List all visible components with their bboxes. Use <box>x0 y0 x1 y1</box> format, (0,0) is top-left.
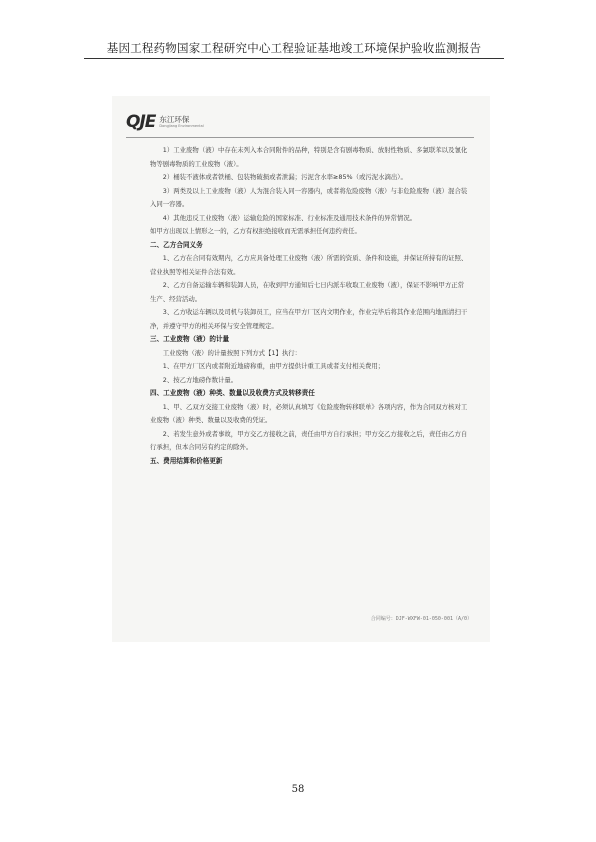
contract-paragraph: 如甲方出现以上情形之一的，乙方有权拒绝接收而无需承担任何违约责任。 <box>150 227 361 235</box>
page-number: 58 <box>291 784 305 795</box>
section-heading: 二、乙方合同义务 <box>150 240 203 249</box>
scanned-contract-page <box>112 96 490 642</box>
section-heading: 五、费用结算和价格更新 <box>150 456 223 465</box>
logo-mark: QJE <box>126 112 156 132</box>
letterhead-divider <box>126 137 474 138</box>
contract-paragraph: 1、甲、乙双方交接工业废物（液）时，必须认真填写《危险废物转移联单》各项内容，作为合同双方核对工业废物（液）种类、数量以及收费的凭证。 <box>150 402 468 424</box>
contract-paragraph: 1、在甲方厂区内或者附近地磅称重，由甲方提供计重工具或者支付相关费用； <box>162 362 385 370</box>
logo-company-name: 东江环保 <box>159 115 190 124</box>
report-header-title: 基因工程药物国家工程研究中心工程验证基地竣工环境保护验收监测报告 <box>106 41 482 55</box>
contract-body <box>150 144 468 468</box>
contract-reference-number: 合同编号：DJF-WXFW-01-050-001（A/0） <box>370 616 472 622</box>
contract-paragraph: 1）工业废物（液）中存在未列入本合同附件的品种，特别是含有剧毒物质、放射性物质、多氯联苯以及氰化物等剧毒物质的工业废物（液）。 <box>150 146 468 168</box>
contract-paragraph: 3）两类及以上工业废物（液）人为混合装入同一容器内，或者将危险废物（液）与非危险废物（液）混合装入同一容器。 <box>150 186 468 208</box>
section-heading: 三、工业废物（液）的计量 <box>150 335 230 343</box>
contract-paragraph: 2、乙方自备运输车辆和装卸人员，在收到甲方通知后七日内派车收取工业废物（液），保证不影响甲方正常生产、经营活动。 <box>150 281 465 303</box>
contract-paragraph: 2）桶装不液体或者铁桶、包装物破损或者泄漏；污泥含水率≥85%（或污泥水滴出）。 <box>162 173 407 181</box>
contract-paragraph: 工业废物（液）的计量按照下列方式【1】执行： <box>162 348 302 357</box>
contract-paragraph: 1、乙方在合同有效期内，乙方应具备处理工业废物（液）所需的资质、条件和设施，并保证所持有的证照、营业执照等相关证件合法有效。 <box>150 254 468 276</box>
contract-paragraph: 2、按乙方地磅作数计量。 <box>162 375 238 384</box>
section-heading: 四、工业废物（液）种类、数量以及收费方式及转移责任 <box>150 389 315 397</box>
contract-paragraph: 2、若发生意外或者事故，甲方交乙方接收之前，责任由甲方自行承担；甲方交乙方接收之后，责任由乙方自行承担，但本合同另有约定的除外。 <box>150 429 468 451</box>
logo-company-subtitle: Dongjiang Environmental <box>159 123 204 128</box>
header-divider <box>84 58 504 59</box>
company-logo <box>126 112 204 132</box>
contract-paragraph: 3、乙方收运车辆以及司机与装卸员工，应当在甲方厂区内文明作业，作业完毕后将其作业范围内地面清扫干净，并遵守甲方的相关环保与安全管理规定。 <box>150 308 468 330</box>
logo-text <box>159 116 203 128</box>
contract-paragraph: 4）其他违反工业废物（液）运输危险的国家标准、行业标准及通用技术条件的异常情况。 <box>162 213 417 222</box>
